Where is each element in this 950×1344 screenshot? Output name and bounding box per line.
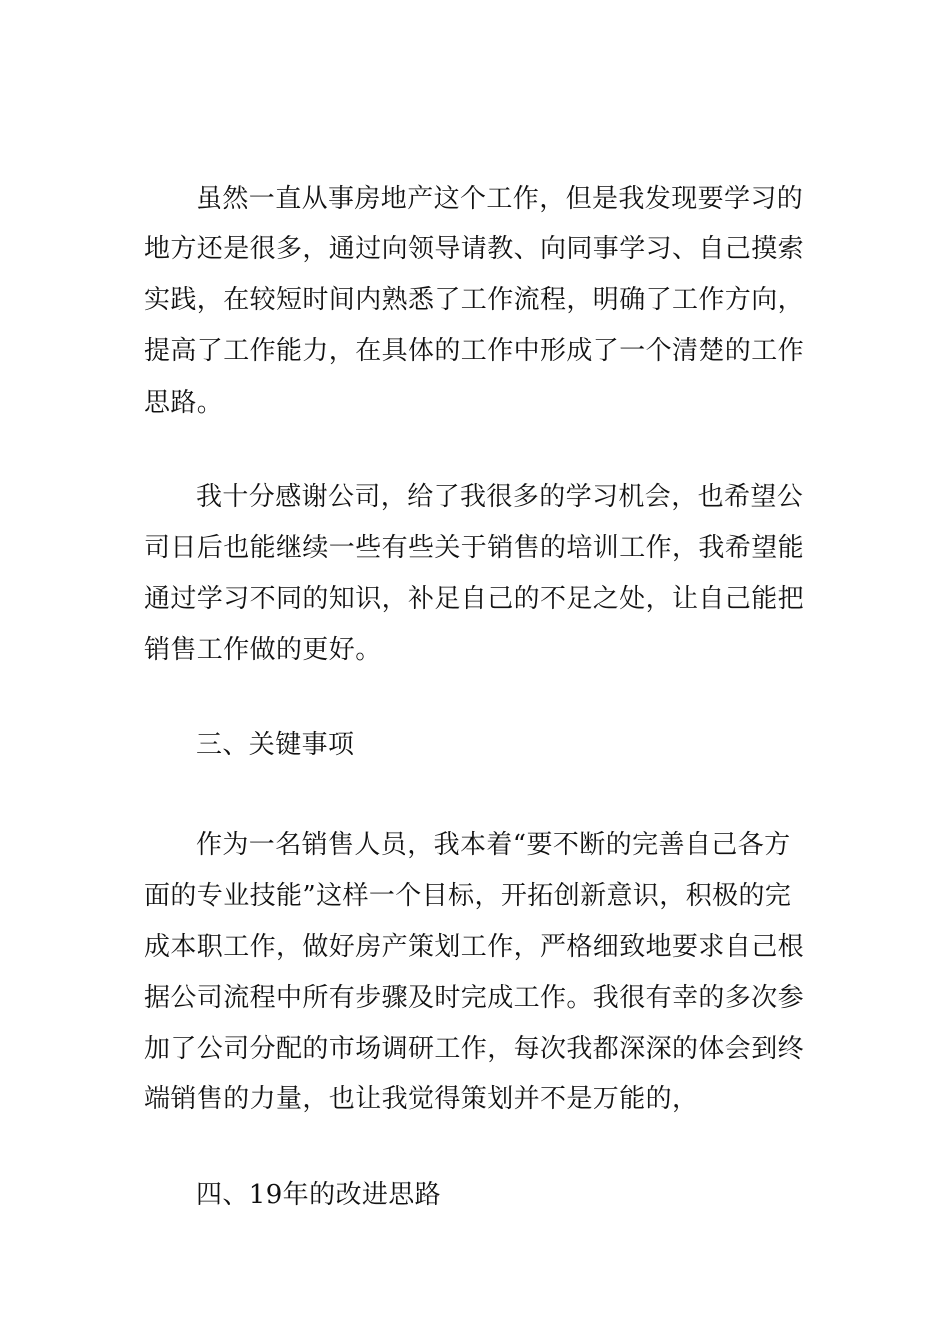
section-heading-improvement: 四、19年的改进思路 — [196, 1180, 442, 1210]
paragraph-line: 思路。 — [144, 388, 224, 418]
paragraph-line: 面的专业技能”这样一个目标，开拓创新意识，积极的完 — [144, 881, 792, 911]
paragraph-line: 通过学习不同的知识，补足自己的不足之处，让自己能把 — [144, 584, 805, 614]
paragraph-line: 我十分感谢公司，给了我很多的学习机会，也希望公 — [196, 482, 804, 512]
paragraph-line: 实践，在较短时间内熟悉了工作流程，明确了工作方向， — [144, 285, 805, 315]
paragraph-line: 作为一名销售人员，我本着“要不断的完善自己各方 — [196, 830, 791, 860]
paragraph-line: 司日后也能继续一些有些关于销售的培训工作，我希望能 — [144, 533, 805, 563]
paragraph-line: 端销售的力量，也让我觉得策划并不是万能的， — [144, 1084, 699, 1114]
paragraph-line: 加了公司分配的市场调研工作，每次我都深深的体会到终 — [144, 1034, 805, 1064]
paragraph-line: 提高了工作能力，在具体的工作中形成了一个清楚的工作 — [144, 336, 805, 366]
paragraph-line: 成本职工作，做好房产策划工作，严格细致地要求自己根 — [144, 932, 805, 962]
paragraph-line: 销售工作做的更好。 — [144, 635, 382, 665]
paragraph-line: 虽然一直从事房地产这个工作，但是我发现要学习的 — [196, 184, 804, 214]
section-heading-key-matters: 三、关键事项 — [196, 730, 355, 760]
paragraph-line: 地方还是很多，通过向领导请教、向同事学习、自己摸索 — [144, 234, 805, 264]
paragraph-line: 据公司流程中所有步骤及时完成工作。我很有幸的多次参 — [144, 983, 805, 1013]
